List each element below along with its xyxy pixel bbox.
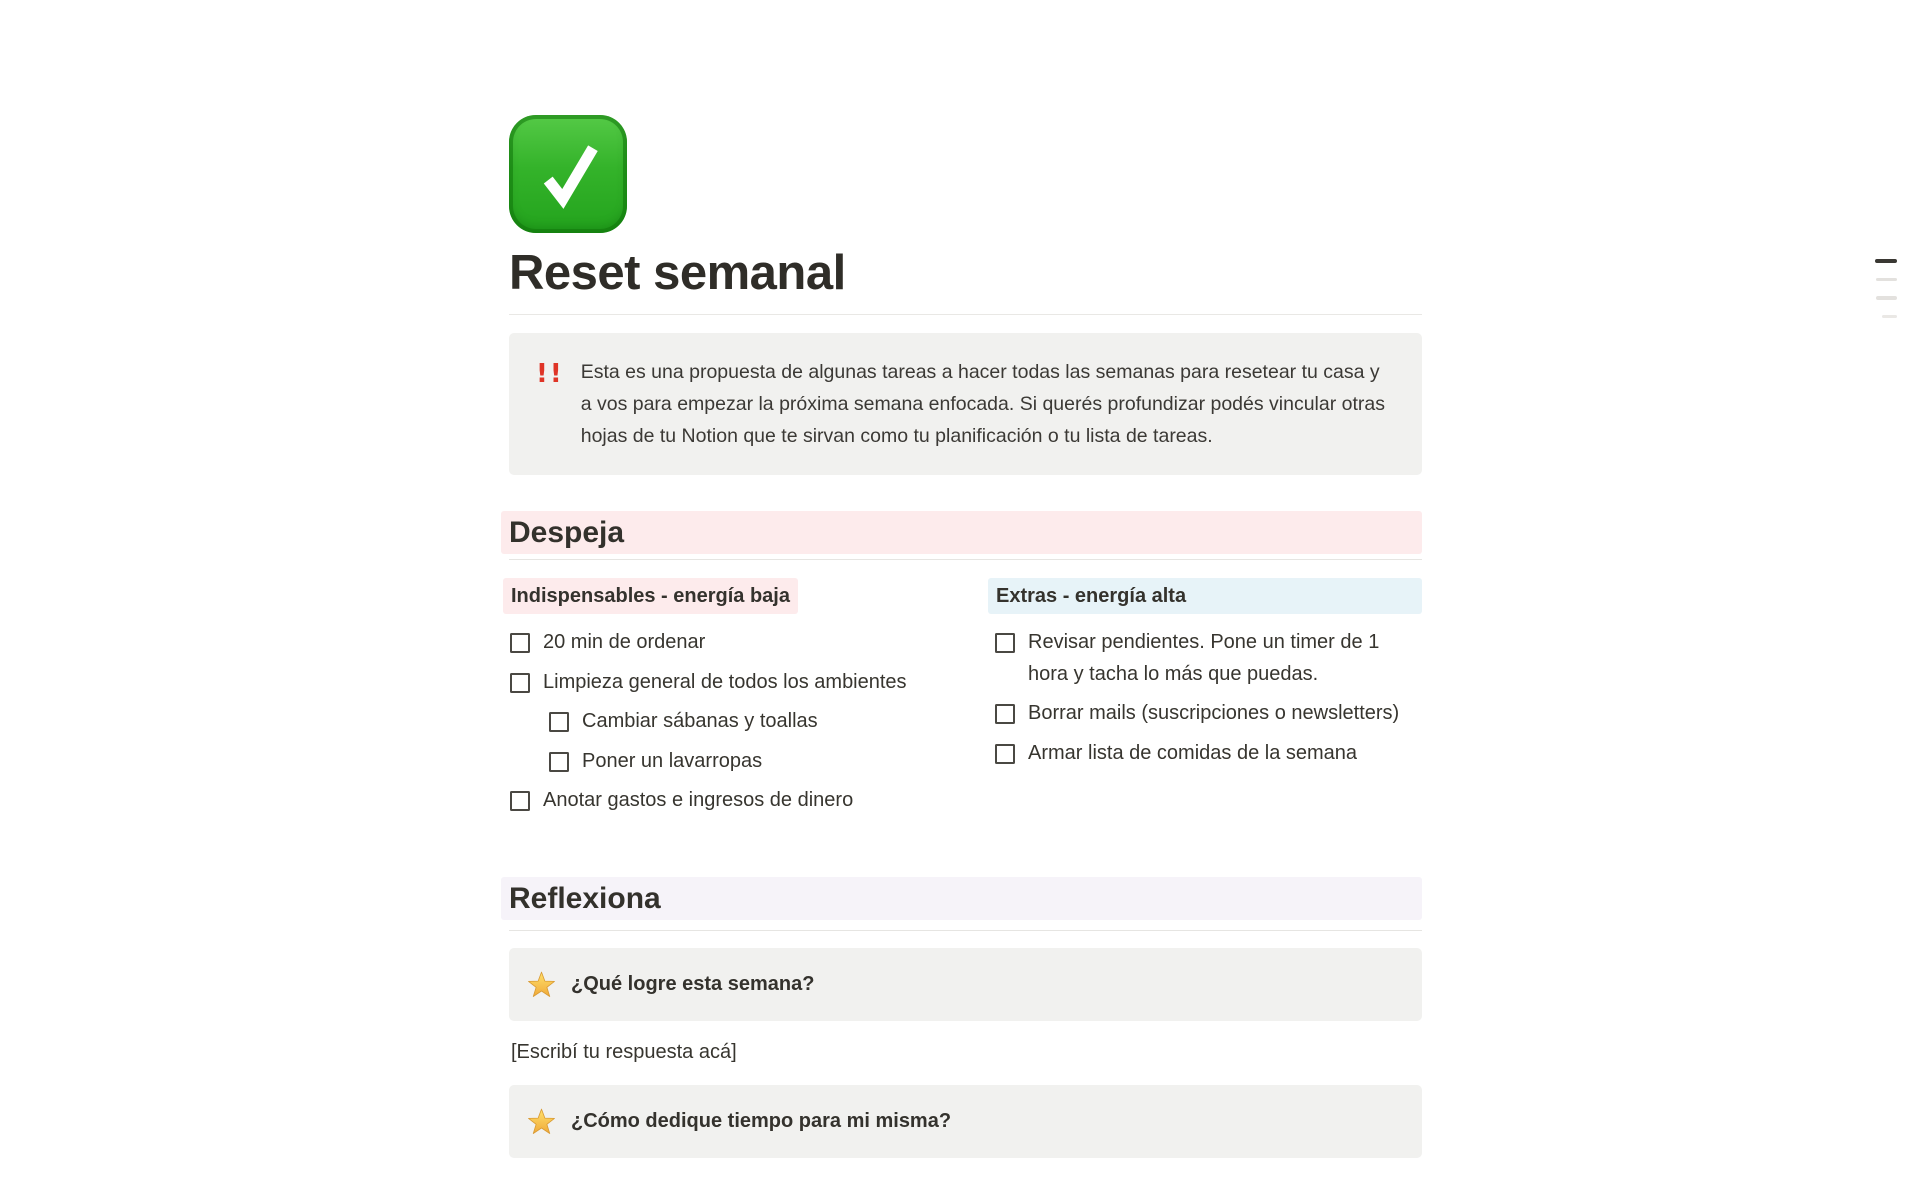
toc-line[interactable]: [1876, 296, 1897, 300]
callout[interactable]: [509, 333, 1422, 475]
todo-checkbox[interactable]: [510, 791, 530, 811]
double-exclamation-icon: !!: [536, 359, 564, 390]
todo-label: Cambiar sábanas y toallas: [582, 710, 818, 733]
heading-despeja[interactable]: Despeja: [501, 511, 1422, 554]
todo-checkbox[interactable]: [995, 633, 1015, 653]
page-title[interactable]: Reset semanal: [509, 245, 1422, 315]
todo-checkbox[interactable]: [995, 704, 1015, 724]
todo-label: 20 min de ordenar: [543, 631, 706, 654]
column-extras: [994, 578, 1422, 825]
todo-item[interactable]: [994, 738, 1422, 770]
todo-item[interactable]: [994, 627, 1422, 690]
question-text: ¿Qué logre esta semana?: [571, 972, 815, 995]
todo-label: Armar lista de comidas de la semana: [1028, 741, 1358, 764]
todo-item[interactable]: [509, 627, 955, 659]
check-glyph: [525, 131, 611, 217]
todo-checkbox[interactable]: [510, 673, 530, 693]
answer-placeholder[interactable]: [Escribí tu respuesta acá]: [511, 1040, 737, 1063]
column-header-indispensables[interactable]: Indispensables - energía baja: [503, 578, 798, 614]
todo-item-sub[interactable]: [548, 706, 955, 738]
question-block-tiempo[interactable]: [509, 1085, 1422, 1158]
column-indispensables: [509, 578, 955, 825]
todo-label: Limpieza general de todos los ambientes: [543, 670, 907, 693]
star-icon: [528, 1108, 555, 1135]
todo-label: Borrar mails (suscripciones o newsletters): [1028, 702, 1400, 725]
heading-reflexiona[interactable]: Reflexiona: [501, 877, 1422, 920]
todo-label: Poner un lavarropas: [582, 749, 763, 772]
two-column-layout: [509, 578, 1422, 825]
todo-checkbox[interactable]: [510, 633, 530, 653]
todo-label: Revisar pendientes. Pone un timer de 1 hora y tacha lo más que puedas.: [1028, 631, 1380, 685]
toc-line-active[interactable]: [1875, 259, 1897, 263]
todo-label: Anotar gastos e ingresos de dinero: [543, 789, 854, 812]
star-icon: [528, 971, 555, 998]
callout-text: Esta es una propuesta de algunas tareas a hacer todas las semanas para resetear tu casa y a vos para empezar la próxima semana enfocada. Si querés profundizar podés vincular otras hojas de tu Notion que te sirvan como tu planificación o tu lista de tareas.: [580, 361, 1385, 448]
page-content: [509, 0, 1422, 1158]
toc-line[interactable]: [1882, 315, 1897, 319]
todo-item[interactable]: [994, 698, 1422, 730]
check-mark-emoji-icon[interactable]: [509, 115, 627, 233]
question-text: ¿Cómo dedique tiempo para mi misma?: [571, 1109, 952, 1132]
todo-item-sub[interactable]: [548, 746, 955, 778]
question-block-logros[interactable]: [509, 948, 1422, 1021]
todo-checkbox[interactable]: [549, 752, 569, 772]
todo-item[interactable]: [509, 785, 955, 817]
todo-item[interactable]: [509, 667, 955, 699]
column-header-extras[interactable]: Extras - energía alta: [988, 578, 1422, 614]
todo-checkbox[interactable]: [995, 744, 1015, 764]
toc-line[interactable]: [1876, 278, 1897, 282]
divider: [509, 559, 1422, 560]
todo-checkbox[interactable]: [549, 712, 569, 732]
todo-list-extras: [994, 627, 1422, 769]
todo-list-indispensables: [509, 627, 955, 817]
table-of-contents-indicator[interactable]: [1875, 259, 1897, 333]
divider: [509, 930, 1422, 931]
